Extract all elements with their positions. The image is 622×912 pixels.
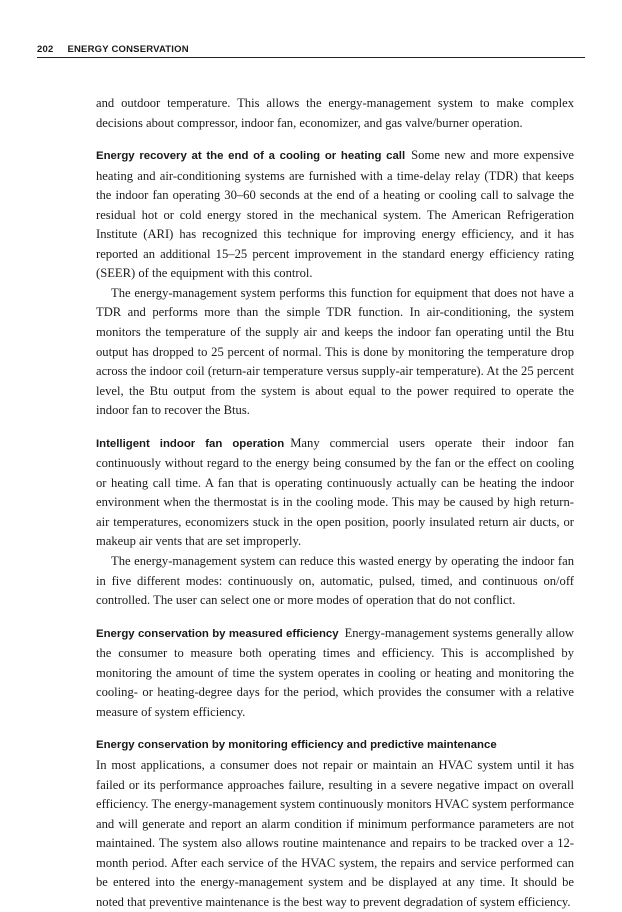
energy-recovery-paragraph-1 bbox=[96, 146, 574, 284]
chapter-title: ENERGY CONSERVATION bbox=[67, 44, 189, 55]
predictive-maintenance-heading: Energy conservation by monitoring efficiency and predictive maintenance bbox=[96, 739, 497, 752]
predictive-maintenance-heading-line bbox=[96, 735, 574, 756]
measured-efficiency-heading: Energy conservation by measured efficiency bbox=[96, 627, 339, 640]
running-head bbox=[37, 43, 585, 58]
measured-efficiency-text: Energy-management systems generally allow the consumer to measure both operating times and efficiency. This is accomplished by monitoring the amount of time the system operates in cooling or heating and monitoring the cooling- or heating-degree days for the period, which provides the consumer with a relative measure of system efficiency. bbox=[96, 625, 574, 719]
measured-efficiency-paragraph bbox=[96, 624, 574, 723]
intelligent-fan-paragraph-1 bbox=[96, 434, 574, 552]
energy-recovery-paragraph-2: The energy-management system performs this function for equipment that does not have a TDR and performs more than the simple TDR function. In air-conditioning, the system monitors the temperature of the supply air and keeps the indoor fan operating until the Btu output has dropped to 25 percent of normal. This is done by monitoring the temperature drop across the indoor coil (return-air temperature versus supply-air temperature). At the 25 percent level, the Btu output from the system is about equal to the power required to operate the indoor fan to recover the Btus. bbox=[96, 285, 574, 418]
intelligent-fan-paragraph-2: The energy-management system can reduce this wasted energy by operating the indoor fan in five different modes: continuously on, automatic, pulsed, timed, and continuous on/off controlled. The user can select one or more modes of operation that do not conflict. bbox=[96, 554, 574, 608]
intelligent-fan-heading: Intelligent indoor fan operation bbox=[96, 437, 285, 450]
page-number: 202 bbox=[37, 44, 54, 55]
predictive-maintenance-paragraph: In most applications, a consumer does not repair or maintain an HVAC system until it has failed or its performance approaches failure, resulting in a severe negative impact on overall efficiency. The energy-management system continuously monitors HVAC system performance and will generate and report an alarm condition if minimum performance parameters are not maintained. The system also allows routine maintenance and repairs to be tracked over a 12-month period. After each service of the HVAC system, the repairs and service performed can be entered into the energy-management system and be displayed at any time. It should be noted that preventive maintenance is the best way to prevent degradation of system efficiency. bbox=[96, 757, 574, 909]
intelligent-fan-text-1: Many commercial users operate their indoor fan continuously without regard to the energy being consumed by the fan or the effect on cooling or heating call time. A fan that is operating continuously actually can be heating the indoor environment when the thermostat is in the cooling mode. This may be caused by high return-air temperatures, economizers stuck in the open position, poorly insulated return air ducts, or makeup air vents that are set improperly. bbox=[96, 435, 574, 549]
page-body bbox=[96, 94, 574, 912]
energy-recovery-heading: Energy recovery at the end of a cooling or heating call bbox=[96, 150, 406, 163]
intro-paragraph: and outdoor temperature. This allows the energy-management system to make complex decisions about compressor, indoor fan, economizer, and gas valve/burner operation. bbox=[96, 96, 574, 130]
energy-recovery-text-1: Some new and more expensive heating and air-conditioning systems are furnished with a time-delay relay (TDR) that keeps the indoor fan operating 30–60 seconds at the end of a heating or cooling call to salvage the residual hot or cold energy stored in the mechanical system. The American Refrigeration Institute (ARI) has recognized this technique for improving energy efficiency, and it has reported an additional 15–25 percent improvement in the standard energy efficiency rating (SEER) of the equipment with this control. bbox=[96, 148, 574, 281]
